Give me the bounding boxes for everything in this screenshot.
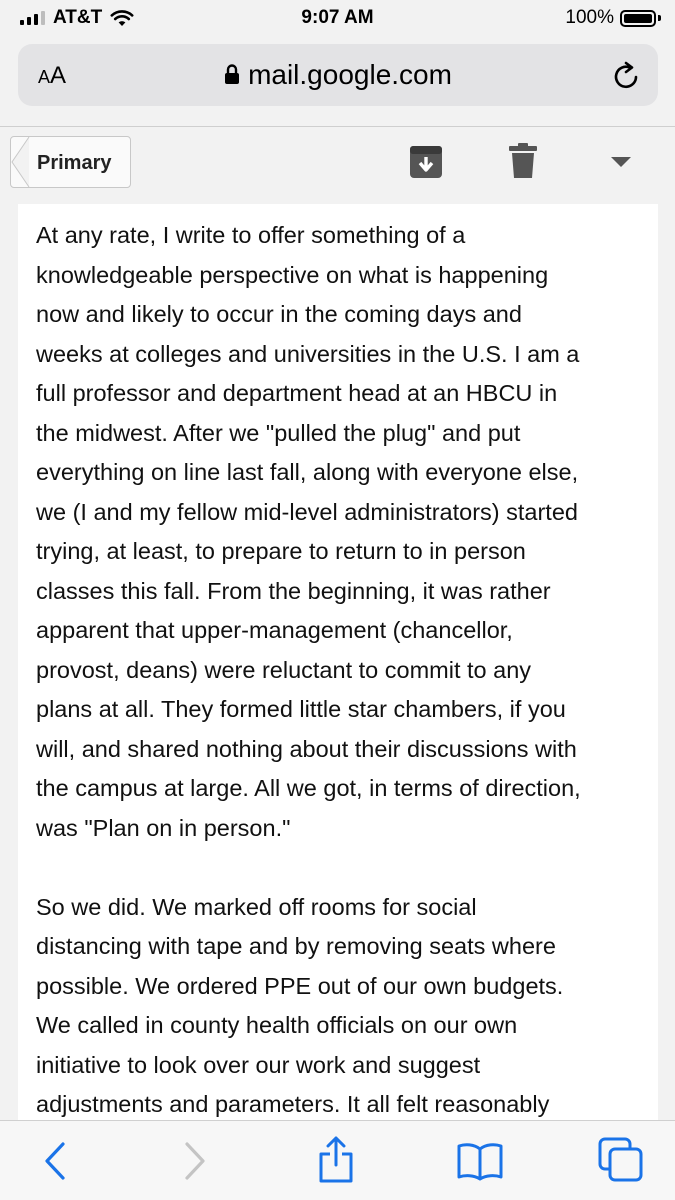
- email-paragraph: At any rate, I write to offer something of a knowledgeable perspective on what is happening now and likely to occur in the coming days and weeks at colleges and universities in the U.S. I am a full professor and department head at an HBCU in the midwest. After we "pulled the plug" and put everything on line last fall, along with everyone else, we (I and my fellow mid-level administrators) started trying, at least, to prepare to return to in person classes this fall. From the beginning, it was rather apparent that upper-management (chancellor, provost, deans) were reluctant to commit to any plans at all. They formed little star chambers, if you will, and shared nothing about their discussions with the campus at large. All we got, in terms of direction, was "Plan on in person.": [36, 222, 581, 841]
- email-body: [18, 204, 658, 1120]
- email-paragraph: So we did. We marked off rooms for social distancing with tape and by removing seats where possible. We ordered PPE out of our own budgets. We called in county health officials on our own initiative to look over our work and suggest adjustments and parameters. It all felt reasonably: [36, 893, 564, 1117]
- trash-icon[interactable]: [509, 143, 537, 179]
- tabs-icon[interactable]: [598, 1137, 644, 1183]
- battery-percent: 100%: [565, 7, 614, 28]
- back-label: Primary: [37, 152, 112, 174]
- more-options-icon[interactable]: [610, 156, 632, 168]
- back-to-primary-button[interactable]: [10, 136, 131, 188]
- clock: 9:07 AM: [301, 7, 374, 28]
- email-toolbar: [0, 127, 675, 203]
- carrier-name: AT&T: [53, 7, 103, 28]
- status-bar: [0, 0, 675, 36]
- forward-icon[interactable]: [182, 1141, 208, 1181]
- lock-icon: [224, 63, 240, 85]
- battery-cap: [658, 15, 661, 21]
- browser-bottom-bar: [0, 1120, 675, 1200]
- address-bar[interactable]: [18, 44, 658, 106]
- share-icon[interactable]: [316, 1135, 356, 1185]
- url-text: mail.google.com: [248, 59, 452, 90]
- archive-icon[interactable]: [409, 145, 443, 179]
- back-icon[interactable]: [42, 1141, 68, 1181]
- url-field[interactable]: [18, 59, 658, 91]
- back-chevron-icon: [10, 136, 30, 188]
- bookmarks-icon[interactable]: [457, 1141, 503, 1181]
- text-size-small: A: [38, 67, 51, 87]
- battery-group: [565, 7, 661, 29]
- reload-icon[interactable]: [612, 59, 642, 91]
- battery-icon: [620, 10, 656, 27]
- text-size-large: A: [50, 62, 67, 89]
